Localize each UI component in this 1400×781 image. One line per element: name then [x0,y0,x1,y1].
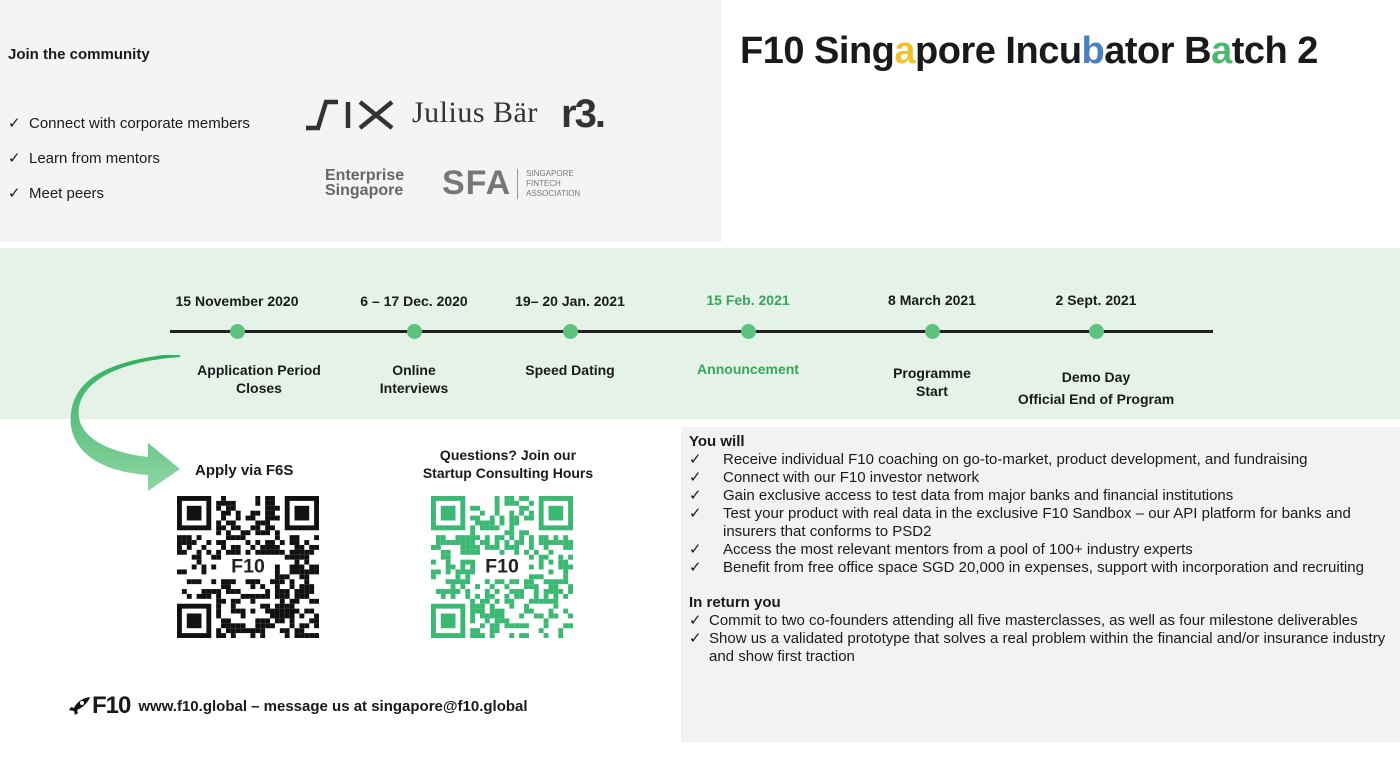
enterprise-singapore-logo: Enterprise Singapore [325,167,405,199]
timeline-line [170,330,1213,333]
timeline-label: Programme Start [893,365,971,399]
check-icon: ✓ [689,451,702,468]
list-item [8,114,250,149]
title-part: a [1211,30,1232,72]
community-title: Join the community [8,46,150,63]
timeline-dot [563,324,578,339]
apply-qr-code[interactable] [177,496,319,638]
list-item [689,559,1392,577]
footer-contact-link[interactable]: www.f10.global – message us at singapore@f10.global [138,697,528,715]
community-panel [0,0,722,242]
qr-brand-label: F10 [485,555,519,578]
check-icon: ✓ [689,541,702,558]
list-item [689,487,1392,505]
list-item-text: Gain exclusive access to test data from major banks and financial institutions [723,487,1234,504]
timeline-label: Application Period Closes [197,362,321,396]
list-item-text: Test your product with real data in the exclusive F10 Sandbox – our API platform for banks and insurers that conforms to PSD2 [723,505,1351,540]
julius-baer-logo: Julius Bär [412,96,538,129]
in-return-list [689,612,1392,666]
timeline-label: Announcement [697,361,799,377]
title-part: b [1081,30,1105,72]
list-item [689,505,1392,541]
community-item-mentors: Learn from mentors [29,150,160,167]
check-icon: ✓ [689,487,702,504]
you-will-heading: You will [689,433,745,450]
title-part: F10 Sing [740,30,895,72]
you-will-list [689,451,1392,577]
check-icon: ✓ [8,150,21,167]
timeline-dot [1089,324,1104,339]
community-item-corporate: Connect with corporate members [29,115,250,132]
list-item-text: Benefit from free office space SGD 20,000 in expenses, support with incorporation and recruiting [723,559,1364,576]
timeline-dot [925,324,940,339]
list-item-text: Receive individual F10 coaching on go-to-market, product development, and fundraising [723,451,1308,468]
check-icon: ✓ [689,559,702,576]
list-item [689,451,1392,469]
benefits-panel [681,427,1400,742]
list-item-text: Commit to two co-founders attending all five masterclasses, as well as four milestone deliverables [709,612,1358,629]
timeline-label: Online Interviews [379,362,449,396]
apply-title: Apply via F6S [195,462,294,479]
timeline-date: 15 Feb. 2021 [706,292,790,308]
check-icon: ✓ [689,612,702,629]
title-part: tch 2 [1231,30,1318,72]
timeline-dot [407,324,422,339]
list-item-text: Connect with our F10 investor network [723,469,979,486]
check-icon: ✓ [8,185,21,202]
list-item [8,149,250,184]
qr-brand-label: F10 [231,555,265,578]
r3-logo: r3. [561,92,604,136]
check-icon: ✓ [8,115,21,132]
timeline-dot [230,324,245,339]
list-item [689,612,1392,630]
questions-title: Questions? Join our Startup Consulting Hours [422,447,594,481]
list-item [689,541,1392,559]
title-part: ator B [1104,30,1212,72]
title-part: a [894,30,916,72]
check-icon: ✓ [689,505,702,522]
check-icon: ✓ [689,469,702,486]
f10-logo: F10 [68,692,130,720]
in-return-heading: In return you [689,594,781,611]
six-logo [304,98,396,132]
consulting-qr-code[interactable] [431,496,573,638]
list-item [8,184,250,219]
list-item-text: Access the most relevant mentors from a pool of 100+ industry experts [723,541,1193,558]
check-icon: ✓ [689,630,702,647]
timeline-date: 19– 20 Jan. 2021 [515,293,625,309]
timeline-label: Speed Dating [525,362,615,378]
list-item [689,630,1392,666]
timeline-date: 2 Sept. 2021 [1055,292,1137,308]
community-list [8,114,250,219]
sfa-logo: SFA SINGAPORE FINTECH ASSOCIATION [442,164,581,202]
timeline-dot [741,324,756,339]
timeline-date: 15 November 2020 [175,293,299,309]
list-item [689,469,1392,487]
curved-arrow-icon [70,355,190,495]
community-item-peers: Meet peers [29,185,105,202]
page-title [740,30,1318,73]
list-item-text: Show us a validated prototype that solves a real problem within the financial and/or insurance industry and show first traction [709,630,1386,665]
rocket-icon [68,696,92,716]
timeline-date: 8 March 2021 [888,292,976,308]
footer [68,692,528,720]
timeline-label: Demo Day Official End of Program [1017,369,1175,407]
timeline-date: 6 – 17 Dec. 2020 [360,293,468,309]
title-part: pore Incu [915,30,1082,72]
